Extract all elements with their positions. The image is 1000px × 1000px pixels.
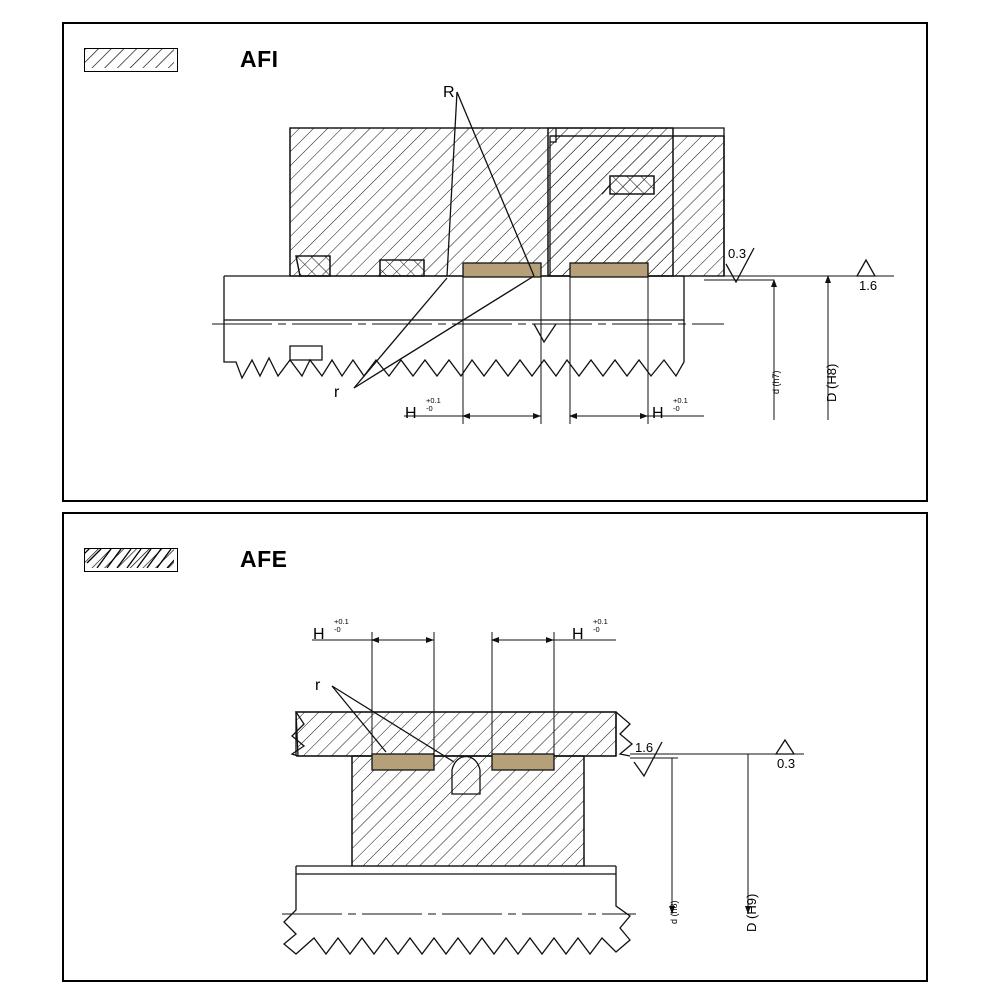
tolerance-left-afi bbox=[426, 397, 441, 413]
label-groove-right-afi: H bbox=[652, 405, 664, 422]
tolerance-upper-left-afi: +0.1 bbox=[426, 396, 441, 405]
tolerance-upper-left-afe: +0.1 bbox=[334, 617, 349, 626]
dimension-outer-diameter-afi: D (H8) bbox=[824, 363, 839, 402]
roughness-near-afi: 0.3 bbox=[728, 246, 747, 261]
panel-afe bbox=[62, 512, 928, 982]
tolerance-lower-left-afe: -0 bbox=[334, 625, 341, 634]
label-groove-right-afe: H bbox=[572, 626, 584, 643]
legend-afe bbox=[84, 546, 288, 573]
label-groove-left-afe: H bbox=[313, 626, 325, 643]
roughness-near-afe: 1.6 bbox=[635, 740, 654, 755]
tolerance-left-afe bbox=[334, 618, 349, 634]
hatched-bar-icon bbox=[84, 48, 178, 72]
legend-label-afe: AFE bbox=[240, 546, 288, 572]
hatched-bar-icon bbox=[84, 548, 178, 572]
roughness-far-afi: 1.6 bbox=[859, 278, 878, 293]
dimension-inner-diameter-afi: d (h7) bbox=[771, 370, 781, 394]
tolerance-lower-left-afi: -0 bbox=[426, 404, 433, 413]
tolerance-upper-right-afe: +0.1 bbox=[593, 617, 608, 626]
tolerance-right-afi bbox=[673, 397, 688, 413]
label-radius-minor-afi: r bbox=[334, 384, 340, 401]
label-groove-left-afi: H bbox=[405, 405, 417, 422]
dimension-outer-diameter-afe: D (H9) bbox=[744, 893, 759, 932]
tolerance-right-afe bbox=[593, 618, 608, 634]
tolerance-lower-right-afe: -0 bbox=[593, 625, 600, 634]
legend-label-afi: AFI bbox=[240, 46, 279, 72]
legend-afi bbox=[84, 46, 279, 73]
dimension-inner-diameter-afe: d (h8) bbox=[669, 900, 679, 924]
label-radius-minor-afe: r bbox=[315, 677, 321, 694]
tolerance-upper-right-afi: +0.1 bbox=[673, 396, 688, 405]
afe-cross-section bbox=[64, 514, 926, 980]
label-radius-major-afi: R bbox=[443, 84, 455, 101]
tolerance-lower-right-afi: -0 bbox=[673, 404, 680, 413]
afi-cross-section bbox=[64, 24, 926, 500]
panel-afi bbox=[62, 22, 928, 502]
roughness-far-afe: 0.3 bbox=[777, 756, 796, 771]
